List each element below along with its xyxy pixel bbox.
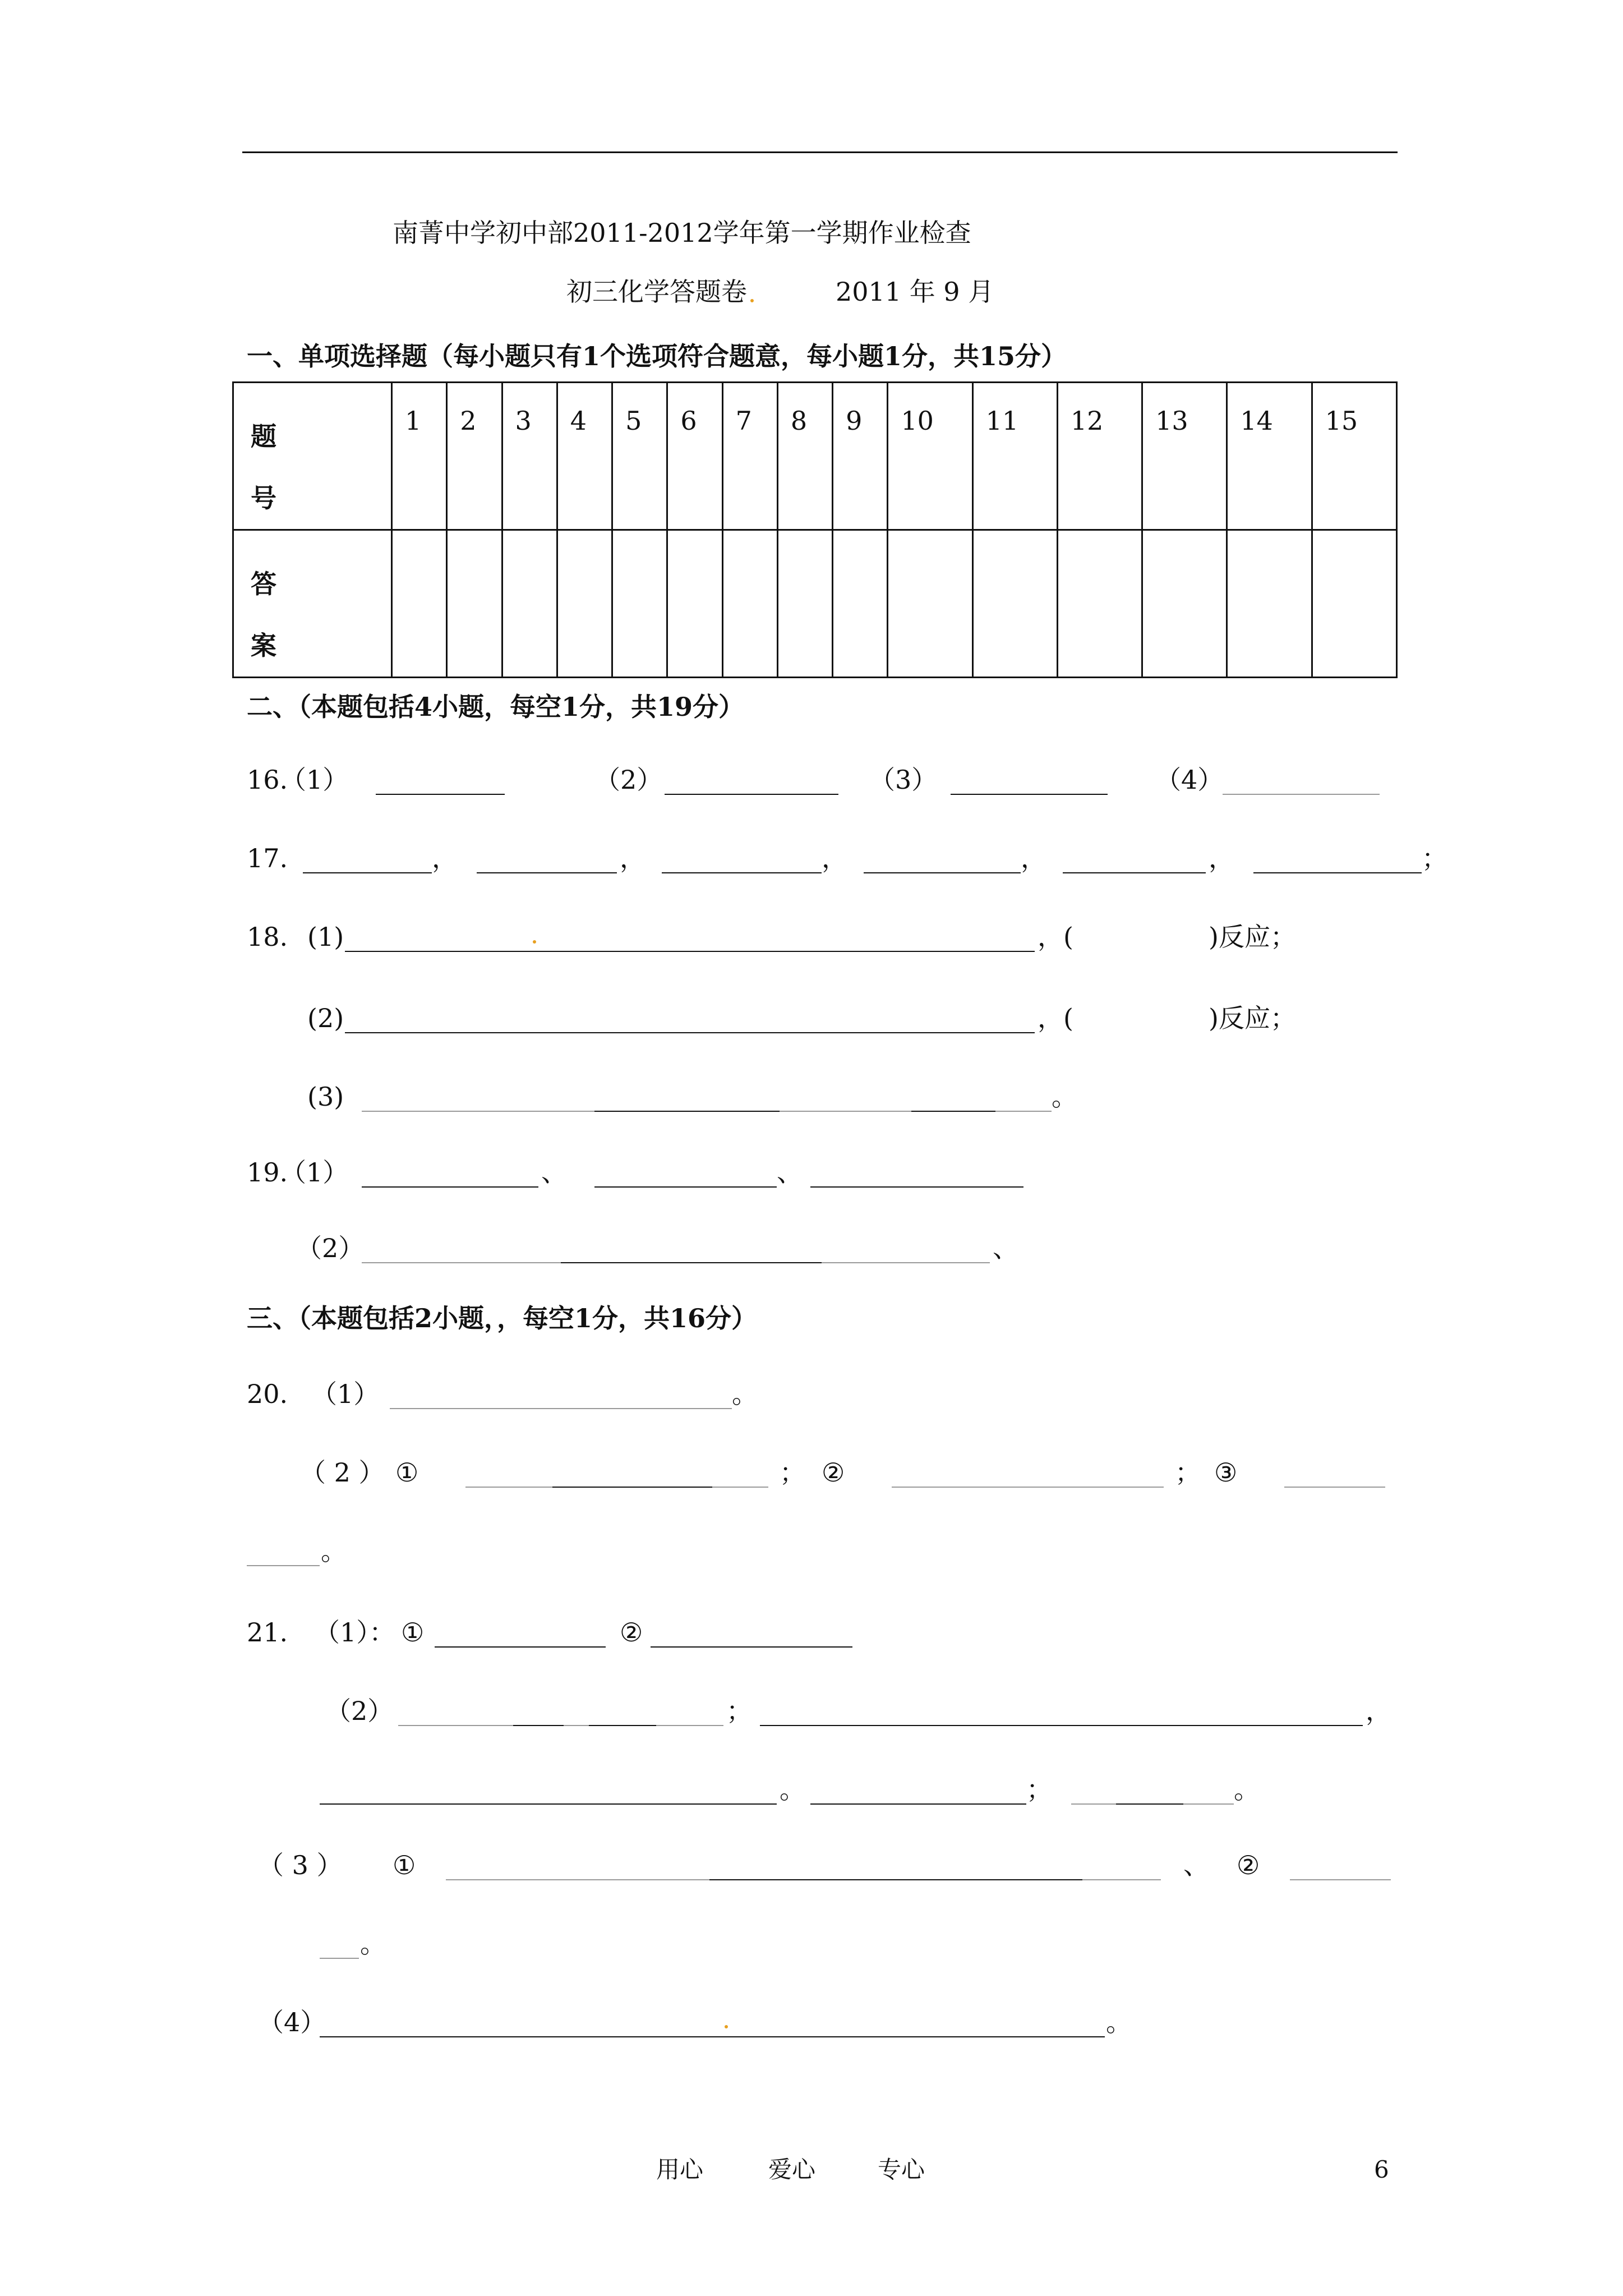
- grid-number-cell: [392, 383, 447, 530]
- grid-label-char: 答: [251, 569, 276, 599]
- q17-sep: ，: [1021, 843, 1046, 873]
- q18-part2: (2): [307, 1003, 344, 1033]
- page-number: 6: [1374, 2156, 1389, 2183]
- grid-number-cell: [888, 383, 972, 530]
- q21-dun: 、: [1183, 1850, 1209, 1880]
- stray-mark: [725, 2025, 728, 2028]
- q19-blank-4-segment: [561, 1262, 822, 1263]
- grid-number: 8: [790, 406, 808, 436]
- q21-part2: （2）: [325, 1696, 394, 1726]
- q20-semi: ；: [780, 1457, 805, 1488]
- q20-end: 。: [321, 1536, 347, 1566]
- grid-number-cell: [1142, 383, 1227, 530]
- q18-blank-3-segment: [594, 1111, 780, 1112]
- q19-part2: （2）: [296, 1233, 365, 1263]
- q19-blank-1[interactable]: [362, 1186, 538, 1188]
- q16-part2: （2）: [594, 765, 663, 795]
- answer-cell[interactable]: [1057, 530, 1142, 678]
- footer-motto-3: 专心: [878, 2156, 925, 2183]
- q20-end: 。: [732, 1379, 758, 1409]
- q21-blank-8-segment: [709, 1879, 1082, 1880]
- q21-semi: ；: [726, 1696, 752, 1726]
- grid-number-cell: [1057, 383, 1142, 530]
- answer-cell[interactable]: [888, 530, 972, 678]
- q21-blank-9-cont: [320, 1958, 359, 1959]
- q21-blank-3-segment: [513, 1725, 564, 1726]
- q20-circle3: ③: [1214, 1457, 1238, 1488]
- subtitle-date: 2011 年 9 月: [836, 277, 994, 307]
- grid-label-char: 号: [251, 483, 276, 513]
- q21-blank-7-segment: [1116, 1803, 1183, 1805]
- q21-part1: （1）：: [314, 1617, 395, 1648]
- q17-blank-6[interactable]: [1253, 872, 1422, 873]
- grid-number: 2: [460, 406, 477, 436]
- grid-number-cell: [667, 383, 722, 530]
- q18-close: )反应；: [1209, 922, 1296, 952]
- grid-number-cell: [557, 383, 612, 530]
- q16-part3: （3）: [869, 765, 938, 795]
- q21-blank-4[interactable]: [760, 1725, 1363, 1726]
- answer-cell[interactable]: [502, 530, 557, 678]
- q19-part1: （1）: [280, 1157, 349, 1188]
- section3-heading: 三、（本题包括2小题，，每空1分，共16分）: [247, 1303, 758, 1333]
- answer-cell[interactable]: [612, 530, 667, 678]
- q16-blank-2[interactable]: [665, 794, 838, 795]
- grid-number: 5: [625, 406, 642, 436]
- q21-circle2: ②: [620, 1617, 643, 1648]
- grid-number-cell: [722, 383, 777, 530]
- q16-blank-4[interactable]: [1223, 794, 1380, 795]
- grid-number-cell: [972, 383, 1057, 530]
- grid-number: 11: [985, 406, 1019, 436]
- answer-cell[interactable]: [667, 530, 722, 678]
- q20-semi: ；: [1175, 1457, 1201, 1488]
- q20-blank-4-cont: [247, 1565, 320, 1566]
- q20-part2: （ 2 ）: [300, 1457, 385, 1488]
- subtitle-left: 初三化学答题卷: [566, 277, 747, 307]
- stray-mark: [750, 299, 754, 302]
- grid-number-cell: [833, 383, 888, 530]
- q17-sep: ，: [620, 843, 645, 873]
- grid-number-cell: [502, 383, 557, 530]
- q17-blank-2[interactable]: [477, 872, 617, 873]
- grid-number: 14: [1240, 406, 1273, 436]
- q16-number: 16.: [247, 765, 288, 795]
- q21-number: 21.: [247, 1617, 288, 1648]
- answer-cell[interactable]: [972, 530, 1057, 678]
- answer-cell[interactable]: [1142, 530, 1227, 678]
- answer-cell[interactable]: [447, 530, 502, 678]
- grid-label-answer: [233, 530, 392, 678]
- q16-blank-3[interactable]: [951, 794, 1108, 795]
- grid-number: 12: [1070, 406, 1104, 436]
- q18-blank-1[interactable]: [345, 951, 1035, 952]
- q16-part4: （4）: [1155, 765, 1224, 795]
- q20-blank-4[interactable]: [1284, 1487, 1385, 1488]
- grid-number: 13: [1155, 406, 1188, 436]
- grid-label-char: 题: [251, 421, 276, 452]
- q21-comma: ，: [1366, 1696, 1391, 1726]
- q19-sep: 、: [777, 1157, 803, 1188]
- grid-number-cell: [612, 383, 667, 530]
- grid-label-number: [233, 383, 392, 530]
- grid-number: 9: [846, 406, 863, 436]
- answer-cell[interactable]: [777, 530, 832, 678]
- q21-blank-6[interactable]: [810, 1803, 1026, 1805]
- q17-sep: ，: [822, 843, 847, 873]
- grid-number: 15: [1325, 406, 1358, 436]
- q18-blank-2[interactable]: [345, 1032, 1035, 1033]
- grid-number: 1: [405, 406, 422, 436]
- q16-blank-1[interactable]: [376, 794, 505, 795]
- answer-cell[interactable]: [392, 530, 447, 678]
- grid-number-cell: [1312, 383, 1396, 530]
- q17-blank-1[interactable]: [303, 872, 432, 873]
- q16-part1: （1）: [280, 765, 349, 795]
- q21-part4: （4）: [258, 2007, 326, 2037]
- q21-blank-10[interactable]: [320, 2036, 1105, 2037]
- q17-end: ；: [1422, 843, 1447, 873]
- q17-sep: ，: [1209, 843, 1234, 873]
- q17-blank-3[interactable]: [662, 872, 822, 873]
- answer-cell[interactable]: [1312, 530, 1396, 678]
- q20-number: 20.: [247, 1379, 288, 1409]
- answer-grid: [232, 381, 1398, 678]
- grid-label-char: 案: [251, 631, 276, 661]
- q18-close: )反应；: [1209, 1003, 1296, 1033]
- q21-blank-5[interactable]: [320, 1803, 777, 1805]
- q19-blank-2[interactable]: [594, 1186, 777, 1188]
- q21-circle1: ①: [401, 1617, 425, 1648]
- q21-blank-2[interactable]: [651, 1646, 852, 1648]
- answer-cell[interactable]: [557, 530, 612, 678]
- grid-number-cell: [777, 383, 832, 530]
- answer-cell[interactable]: [722, 530, 777, 678]
- q20-blank-2-segment: [552, 1487, 712, 1488]
- grid-number: 7: [735, 406, 752, 436]
- answer-cell[interactable]: [1227, 530, 1312, 678]
- grid-number-cell: [447, 383, 502, 530]
- q17-blank-4[interactable]: [864, 872, 1021, 873]
- q20-part1: （1）: [311, 1379, 380, 1409]
- grid-number: 3: [515, 406, 532, 436]
- q19-sep: 、: [993, 1233, 1018, 1263]
- page-title: 南菁中学初中部2011-2012学年第一学期作业检查: [393, 218, 971, 248]
- q18-end: 。: [1052, 1082, 1077, 1112]
- q20-circle2: ②: [822, 1457, 845, 1488]
- section2-heading: 二、（本题包括4小题，每空1分，共19分）: [247, 692, 745, 722]
- q21-circle1: ①: [393, 1850, 416, 1880]
- answer-cell[interactable]: [833, 530, 888, 678]
- q18-part3: (3): [307, 1082, 344, 1112]
- q20-circle1: ①: [395, 1457, 419, 1488]
- q19-blank-3[interactable]: [810, 1186, 1023, 1188]
- q21-circle2: ②: [1237, 1850, 1260, 1880]
- q21-end: 。: [360, 1929, 386, 1959]
- footer-motto-1: 用心: [656, 2156, 704, 2183]
- grid-number: 6: [680, 406, 697, 436]
- q17-sep: ，: [432, 843, 458, 873]
- q21-part3: （ 3 ）: [258, 1850, 343, 1880]
- q18-blank-3-segment: [911, 1111, 995, 1112]
- q20-blank-1[interactable]: [390, 1408, 732, 1409]
- stray-mark: [533, 940, 536, 944]
- section1-heading: 一、单项选择题（每小题只有1个选项符合题意，每小题1分，共15分）: [247, 341, 1067, 371]
- grid-number: 10: [901, 406, 934, 436]
- q20-blank-3[interactable]: [892, 1487, 1164, 1488]
- q21-blank-9[interactable]: [1290, 1879, 1391, 1880]
- q17-number: 17.: [247, 843, 288, 873]
- header-rule: [242, 151, 1398, 153]
- q18-part1: (1): [307, 922, 344, 952]
- q21-blank-3-segment: [589, 1725, 656, 1726]
- q21-blank-1[interactable]: [435, 1646, 606, 1648]
- q21-end: 。: [1106, 2007, 1132, 2037]
- q21-end: 。: [780, 1774, 805, 1805]
- q21-end: 。: [1234, 1774, 1260, 1805]
- q17-blank-5[interactable]: [1063, 872, 1206, 873]
- q18-number: 18.: [247, 922, 288, 952]
- q19-sep: 、: [541, 1157, 567, 1188]
- q18-open: ，(: [1038, 1003, 1073, 1033]
- q19-number: 19.: [247, 1157, 288, 1188]
- q21-semi: ；: [1026, 1774, 1052, 1805]
- grid-number: 4: [570, 406, 587, 436]
- footer-motto-2: 爱心: [768, 2156, 816, 2183]
- grid-number-cell: [1227, 383, 1312, 530]
- q18-open: ，(: [1038, 922, 1073, 952]
